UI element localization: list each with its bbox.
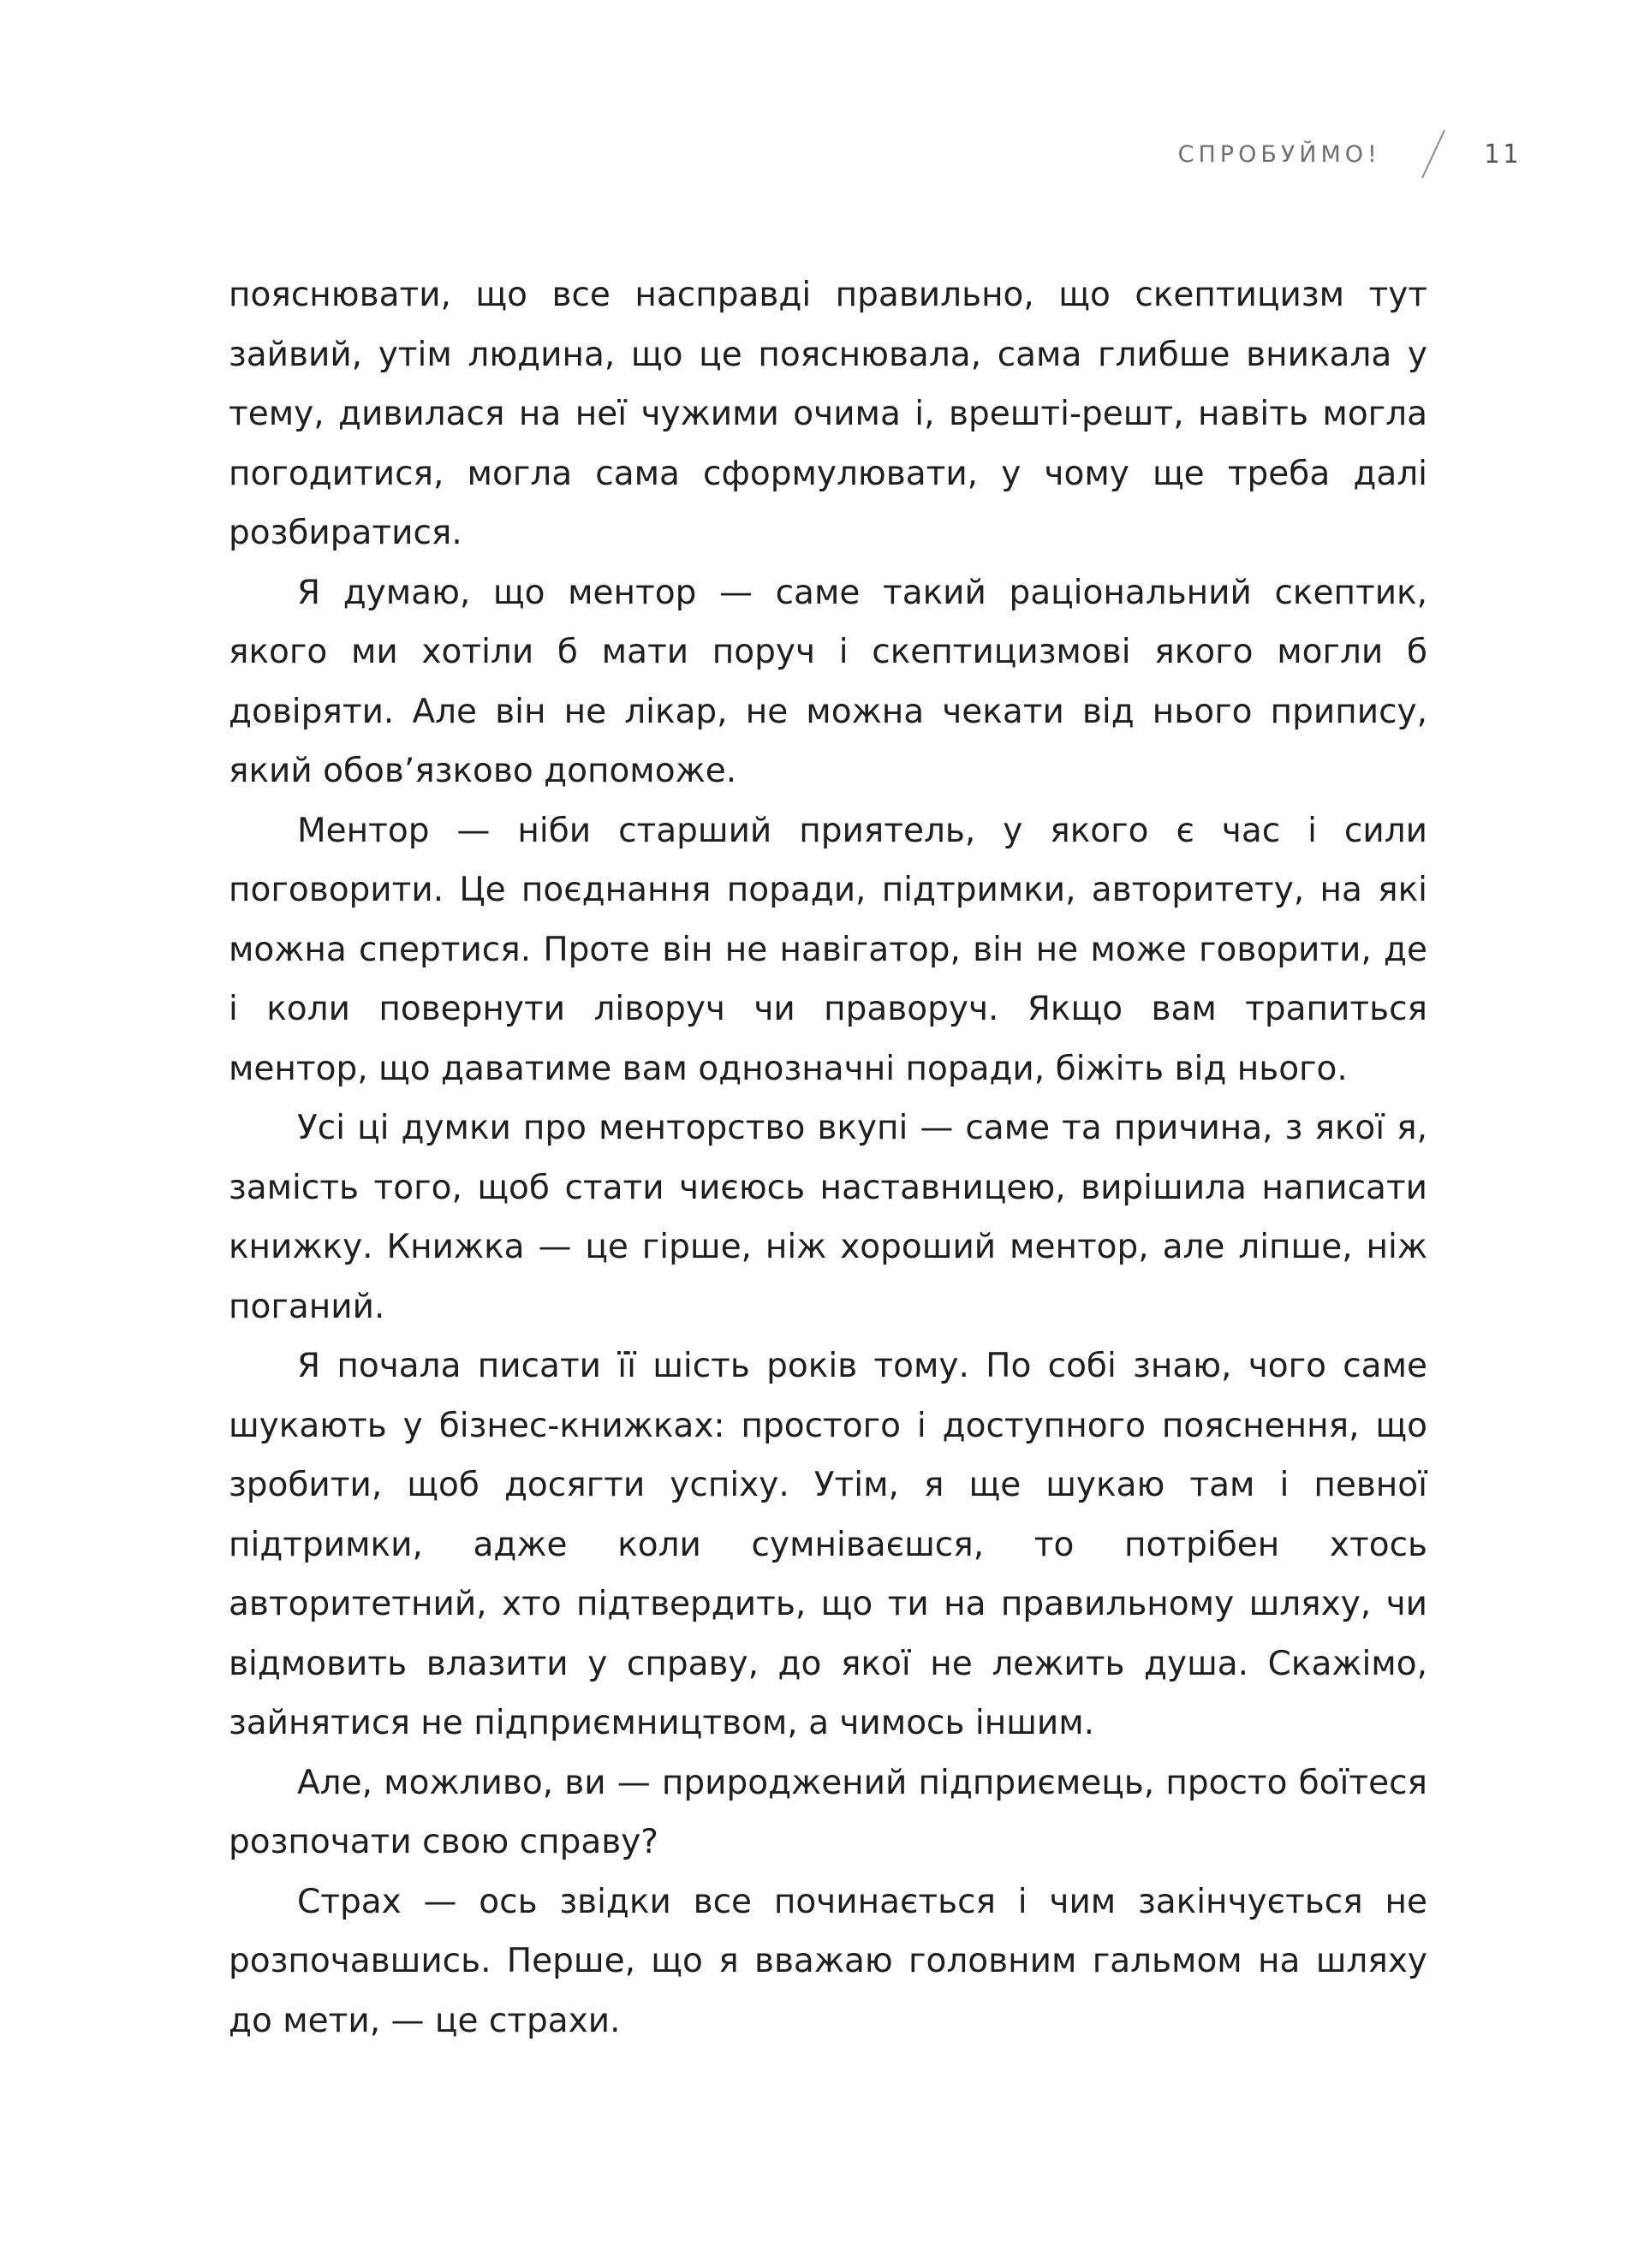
paragraph-continued: пояснювати, що все насправді правильно, що скептицизм тут зайвий, утім людина, що це пояснювала, сама глибше вникала у тему, дивилася на неї чужими очима і, врешті-решт, навіть могла погодитися, могла сама сформулювати, у чому ще треба далі розбиратися. <box>229 276 1427 552</box>
running-header <box>1178 128 1522 180</box>
page-number: 11 <box>1483 139 1522 170</box>
paragraph: Я почала писати її шість років тому. По собі знаю, чого саме шукають у бізнес-книжках: простого і доступного пояснення, що зробити, щоб досягти успіху. Утім, я ще шукаю там і певної підтримки, адже коли сумніваєшся, то потрібен хтось авторитетний, хто підтвердить, що ти на правильному шляху, чи відмовить влазити у справу, до якої не лежить душа. Скажімо, зайнятися не підприємництвом, а чимось іншим. <box>229 1347 1427 1742</box>
divider-slash-icon <box>1421 128 1446 180</box>
paragraph: Страх — ось звідки все починається і чим закінчується не розпочавшись. Перше, що я вважаю головним гальмом на шляху до мети, — це страхи. <box>229 1882 1427 2040</box>
paragraph: Я думаю, що ментор — саме такий раціональний скептик, якого ми хотіли б мати поруч і скептицизмові якого могли б довіряти. Але він не лікар, не можна чекати від нього припису, який обов’язково допоможе. <box>229 573 1427 790</box>
paragraph: Усі ці думки про менторство вкупі — саме та причина, з якої я, замість того, щоб стати чиєюсь наставницею, вирішила написати книжку. Книжка — це гірше, ніж хороший ментор, але ліпше, ніж поганий. <box>229 1109 1427 1326</box>
paragraph: Ментор — ніби старший приятель, у якого є час і сили поговорити. Це поєднання поради, підтримки, авторитету, на які можна спертися. Проте він не навігатор, він не може говорити, де і коли повернути ліворуч чи праворуч. Якщо вам трапиться ментор, що даватиме вам однозначні поради, біжіть від нього. <box>229 811 1427 1088</box>
paragraph: Але, можливо, ви — природжений підприємець, просто боїтеся розпочати свою справу? <box>229 1763 1427 1861</box>
body-text <box>229 265 1427 2051</box>
section-title: СПРОБУЙМО! <box>1177 140 1381 168</box>
